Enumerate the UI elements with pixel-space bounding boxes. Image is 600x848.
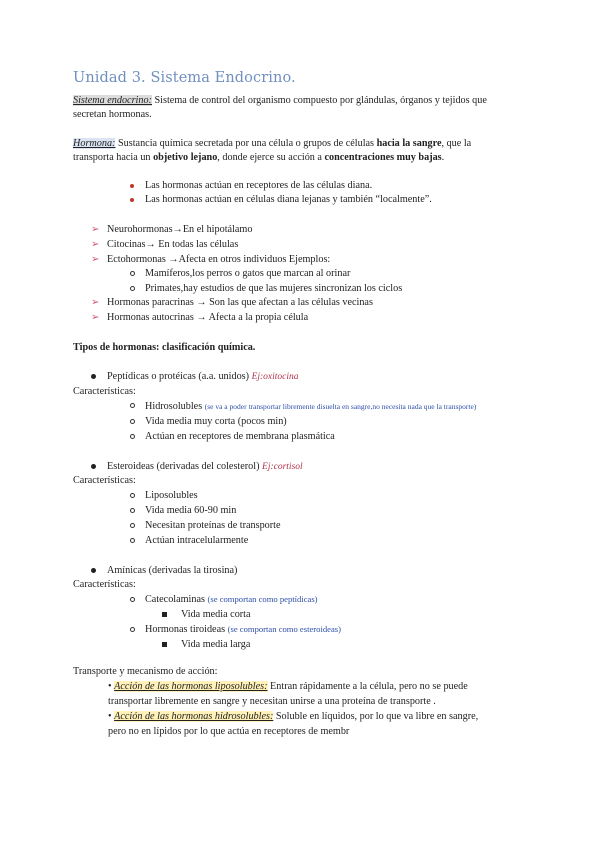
list-item: Hormonas autocrinas → Afecta a la propia célula xyxy=(107,312,309,323)
peptidicas-label: Peptídicas o protéicas (a.a. unidos) xyxy=(107,371,252,382)
def-endocrine-line2: secretan hormonas. xyxy=(73,109,152,120)
list-item xyxy=(145,400,476,413)
list-item: Necesitan proteínas de transporte xyxy=(145,520,281,531)
list-item xyxy=(145,623,341,636)
def-hormona-text5: . xyxy=(441,152,445,163)
bullet-icon xyxy=(91,464,96,469)
square-bullet-icon xyxy=(162,612,167,617)
list-item: Primates,hay estudios de que las mujeres sincronizan los ciclos xyxy=(145,283,403,294)
term-hormona: Hormona: xyxy=(73,138,116,149)
circle-bullet-icon xyxy=(130,523,135,528)
circle-bullet-icon xyxy=(130,597,135,602)
red-bullet-icon xyxy=(130,198,134,202)
liposolubles-line2: transportar libremente en sangre y necesitan unirse a una proteína de transporte . xyxy=(108,696,436,707)
bold-objetivo-lejano: objetivo lejano xyxy=(153,152,218,163)
list-item: Neurohormonas→En el hipotálamo xyxy=(107,224,253,235)
circle-bullet-icon xyxy=(130,403,135,408)
esteroideas-example: Ej:cortisol xyxy=(262,462,303,472)
list-item: Liposolubles xyxy=(145,490,198,501)
hidrosolubles-line1 xyxy=(108,710,478,723)
arrow-bullet-icon: ➢ xyxy=(91,312,100,323)
hidrosolubles-line2: pero no en lípidos por lo que actúa en receptores de membr xyxy=(108,726,350,737)
circle-bullet-icon xyxy=(130,493,135,498)
list-item: Actúan en receptores de membrana plasmática xyxy=(145,431,335,442)
tiroideas-note: (se comportan como esteroideas) xyxy=(227,624,341,634)
characteristics-label: Características: xyxy=(73,386,136,397)
term-liposolubles: Acción de las hormonas liposolubles: xyxy=(114,681,268,692)
characteristics-label: Características: xyxy=(73,475,136,486)
def-endocrine-text: Sistema de control del organismo compuesto por glándulas, órganos y tejidos que xyxy=(151,95,487,106)
def-hormona-text4: , donde ejerce su acción a xyxy=(217,152,325,163)
arrow-bullet-icon: ➢ xyxy=(91,239,100,250)
circle-bullet-icon xyxy=(130,286,135,291)
list-item: Citocinas→ En todas las células xyxy=(107,239,239,250)
transporte-title: Transporte y mecanismo de acción: xyxy=(73,666,218,677)
aminicas-heading: Amínicas (derivadas la tirosina) xyxy=(107,565,238,576)
square-bullet-icon xyxy=(162,642,167,647)
list-item xyxy=(145,593,318,606)
red-bullet-icon xyxy=(130,184,134,188)
circle-bullet-icon xyxy=(130,538,135,543)
characteristics-label: Características: xyxy=(73,579,136,590)
list-item: Mamíferos,los perros o gatos que marcan al orinar xyxy=(145,268,351,279)
peptidicas-heading xyxy=(107,370,299,384)
circle-bullet-icon xyxy=(130,627,135,632)
circle-bullet-icon xyxy=(130,434,135,439)
circle-bullet-icon xyxy=(130,271,135,276)
list-item: Las hormonas actúan en receptores de las células diana. xyxy=(145,180,373,191)
term-hidrosolubles: Acción de las hormonas hidrosolubles: xyxy=(114,711,274,722)
bullet-icon xyxy=(91,374,96,379)
def-hormona-text3: transporta hacia un xyxy=(73,152,154,163)
bullet-icon xyxy=(91,568,96,573)
tiroideas-label: Hormonas tiroideas xyxy=(145,624,228,635)
bold-hacia-la-sangre: hacia la sangre xyxy=(376,138,442,149)
hidrosolubles-text1: Soluble en líquidos, por lo que va libre en sangre, xyxy=(273,711,479,722)
arrow-bullet-icon: ➢ xyxy=(91,254,100,265)
liposolubles-line1 xyxy=(108,680,468,693)
circle-bullet-icon xyxy=(130,419,135,424)
list-item: Hormonas paracrinas → Son las que afectan a las células vecinas xyxy=(107,297,373,308)
arrow-bullet-icon: ➢ xyxy=(91,224,100,235)
list-item: Ectohormonas →Afecta en otros individuos Ejemplos: xyxy=(107,254,331,265)
list-item: Vida media corta xyxy=(181,609,251,620)
term-sistema-endocrino: Sistema endocrino: xyxy=(73,95,152,106)
hidrosolubles-label: Hidrosolubles xyxy=(145,401,205,412)
list-item: Vida media 60-90 min xyxy=(145,505,237,516)
list-item: Actúan intracelularmente xyxy=(145,535,249,546)
esteroideas-label: Esteroideas (derivadas del colesterol) xyxy=(107,461,263,472)
arrow-bullet-icon: ➢ xyxy=(91,297,100,308)
catecolaminas-label: Catecolaminas xyxy=(145,594,208,605)
list-item: Vida media muy corta (pocos min) xyxy=(145,416,287,427)
list-item: Las hormonas actúan en células diana lejanas y también “localmente”. xyxy=(145,194,432,205)
peptidicas-example: Ej:oxitocina xyxy=(251,372,299,382)
def-hormona-line2 xyxy=(73,151,444,164)
liposolubles-text1: Entran rápidamente a la célula, pero no se puede xyxy=(267,681,468,692)
catecolaminas-note: (se comportan como peptídicas) xyxy=(207,594,318,604)
small-bullet: • xyxy=(108,681,112,692)
esteroideas-heading xyxy=(107,460,303,474)
hidrosolubles-note: (se va a poder transportar libremente disuelta en sangre,no necesita nada que la transporte) xyxy=(204,402,477,411)
section-title: Tipos de hormonas: clasificación química. xyxy=(73,342,256,353)
circle-bullet-icon xyxy=(130,508,135,513)
bold-concentraciones: concentraciones muy bajas xyxy=(324,152,442,163)
list-item: Vida media larga xyxy=(181,639,251,650)
def-hormona-line1 xyxy=(73,137,471,150)
def-endocrine-line1 xyxy=(73,94,487,107)
small-bullet: • xyxy=(108,711,112,722)
page-title: Unidad 3. Sistema Endocrino. xyxy=(73,70,296,86)
def-hormona-text1: Sustancia química secretada por una célula o grupos de células xyxy=(115,138,377,149)
def-hormona-text2: , que la xyxy=(441,138,472,149)
